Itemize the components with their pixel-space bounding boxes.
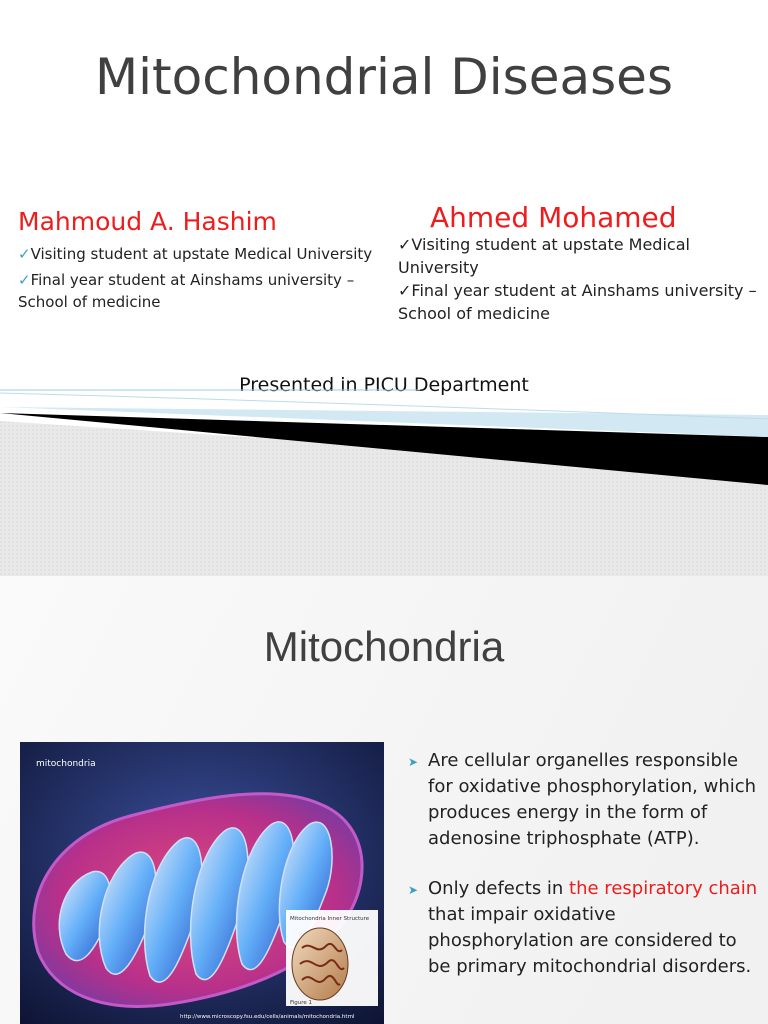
- check-mark-icon: ✓: [18, 245, 31, 263]
- content-slide: [0, 576, 768, 1024]
- inset-diagram: [286, 910, 378, 1006]
- bullet-highlight: the respiratory chain: [569, 878, 758, 899]
- author2-detail-text: Visiting student at upstate Medical University: [398, 235, 690, 277]
- bullet-text: Are cellular organelles responsible for oxidative phosphorylation, which produces energy in the form of adenosine triphosphate (ATP).: [428, 750, 757, 849]
- figure-label: mitochondria: [36, 759, 96, 769]
- triangle-bullet-icon: ➤: [408, 883, 419, 897]
- bullet-text-start: Only defects in: [428, 878, 570, 899]
- author2-detail-item: [398, 279, 758, 325]
- author2-detail-text: Final year student at Ainshams university – School of medicine: [398, 281, 757, 323]
- check-mark-icon: ✓: [398, 235, 412, 254]
- author1-detail-item: [18, 269, 378, 313]
- slide-title: Mitochondria: [263, 623, 505, 670]
- inset-title: Mitochondria Inner Structure: [290, 916, 370, 922]
- author1-detail-item: [18, 243, 378, 265]
- author2-details: [398, 233, 758, 325]
- author2-detail-item: [398, 233, 758, 279]
- author1-details: [18, 243, 378, 317]
- bullet-item: [408, 876, 758, 980]
- triangle-bullet-icon: ➤: [408, 755, 419, 769]
- author1-name: Mahmoud A. Hashim: [18, 207, 277, 236]
- author1-detail-text: Final year student at Ainshams university – School of medicine: [18, 271, 355, 311]
- inset-caption: Figure 1: [290, 1000, 313, 1006]
- bullet-text-end: that impair oxidative phosphorylation are considered to be primary mitochondrial disorders.: [428, 904, 752, 977]
- bullet-item: [408, 748, 758, 852]
- figure-credit: http://www.microscopy.fsu.edu/cells/animals/mitochondria.html: [180, 1014, 355, 1020]
- bullet-list: [408, 748, 758, 1004]
- author2-name: Ahmed Mohamed: [430, 201, 677, 234]
- author1-detail-text: Visiting student at upstate Medical University: [30, 245, 373, 263]
- decorative-swoosh: [0, 385, 768, 576]
- presented-in: Presented in PICU Department: [239, 374, 529, 396]
- check-mark-icon: ✓: [398, 281, 412, 300]
- slide-title: Mitochondrial Diseases: [94, 48, 673, 106]
- check-mark-icon: ✓: [18, 271, 31, 289]
- mitochondria-image: [20, 742, 384, 1024]
